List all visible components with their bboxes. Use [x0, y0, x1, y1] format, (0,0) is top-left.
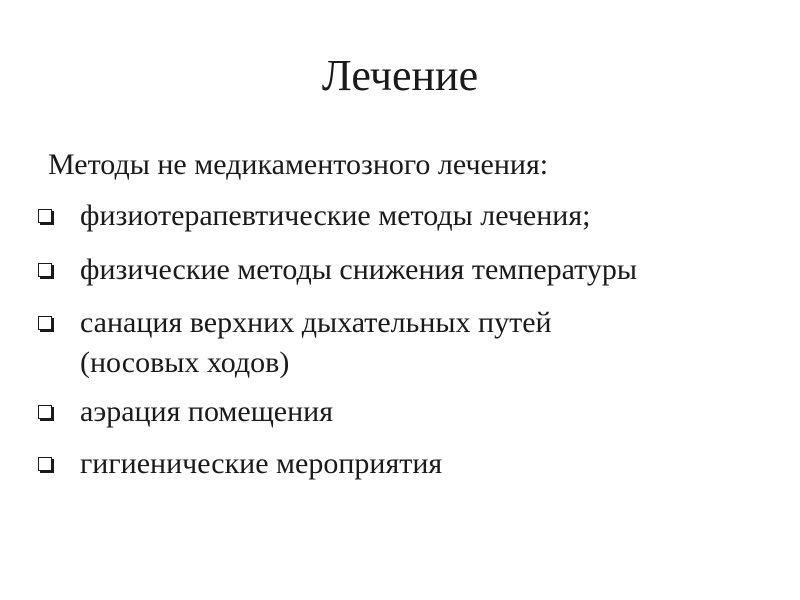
list-item: [38, 250, 758, 290]
list-item: [38, 303, 758, 383]
list-item-text: санация верхних дыхательных путей: [80, 306, 552, 339]
slide-title: Лечение: [321, 51, 479, 100]
intro-text: Методы не медикаментозного лечения:: [48, 148, 549, 181]
hollow-square-bullet-icon: [38, 316, 52, 330]
list-item: [38, 444, 758, 484]
list-item-text: аэрация помещения: [80, 395, 334, 428]
hollow-square-bullet-icon: [38, 405, 52, 419]
list-item-text: физические методы снижения температуры: [80, 253, 638, 286]
list-item: [38, 392, 758, 432]
hollow-square-bullet-icon: [38, 263, 52, 277]
list-item-text: физиотерапевтические методы лечения;: [80, 199, 591, 232]
hollow-square-bullet-icon: [38, 457, 52, 471]
list-item: [38, 196, 758, 236]
list-item-text-continuation: (носовых ходов): [80, 346, 290, 379]
list-item-text: гигиенические мероприятия: [80, 447, 443, 480]
hollow-square-bullet-icon: [38, 209, 52, 223]
